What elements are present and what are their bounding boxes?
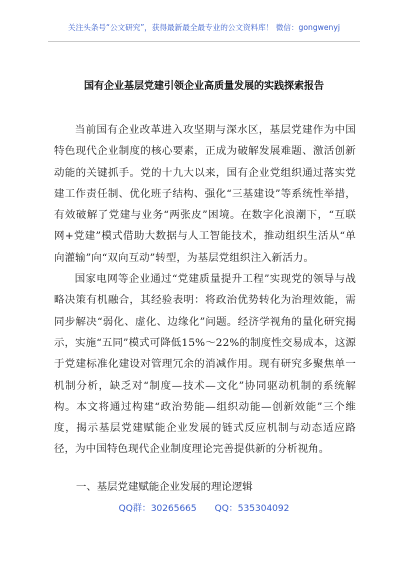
section-heading: 一、基层党建赋能企业发展的理论逻辑 (76, 481, 253, 493)
paragraph-case-study: 国家电网等企业通过“党建质量提升工程”实现党的领导与战略决策有机融合，其经验表明：将政治优势转化为治理效能，需同步解决“弱化、虚化、边缘化”问题。经济学视角的量化研究揭示，实施“五同”模式可降低15%～22%的制度性交易成本，这源于党建标准化建设对管理冗余的消减作用。现有研究多聚焦单一机制分析，缺乏对“制度—技术—文化”协同驱动机制的系统解构。本文将通过构建“政治势能—组织动能—创新效能”三个维度，揭示基层党建赋能企业发展的链式反应机制与动态适应路径，为中国特色现代企业制度理论完善提供新的分析视角。 (54, 273, 356, 456)
qq-group-link[interactable]: QQ群：30265665 (118, 504, 197, 514)
header-divider (48, 41, 360, 42)
paragraph-intro: 当前国有企业改革进入攻坚期与深水区，基层党建作为中国特色现代企业制度的核心要素，正成为破解发展难题、激活创新动能的关键抓手。党的十九大以来，国有企业党组织通过落实党建工作责任制、优化班子结构、强化“三基建设”等系统性举措，有效破解了党建与业务“两张皮”困境。在数字化浪潮下，“互联网+党建”模式借助大数据与人工智能技术，推动组织生活从“单向灌输”向“双向互动”转型，为基层党组织注入新活力。 (54, 124, 356, 264)
document-title: 国有企业基层党建引领企业高质量发展的实践探索报告 (84, 81, 324, 92)
footer-contacts (0, 501, 408, 514)
document-body (54, 120, 356, 461)
qq-contact-link[interactable]: QQ：535304092 (214, 504, 290, 514)
header-banner[interactable]: 关注头条号“公文研究”，获得最新最全最专业的公文资料库！ 微信：gongwenyj (68, 23, 340, 32)
